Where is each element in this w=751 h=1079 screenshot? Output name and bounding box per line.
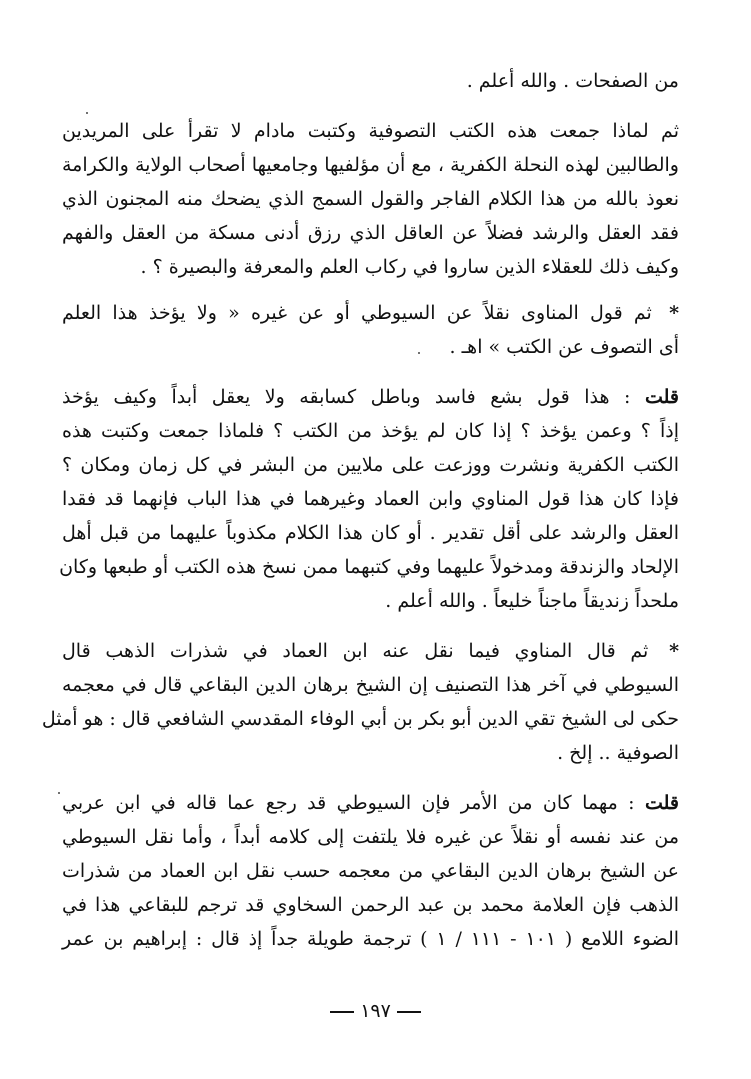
paragraph-2 [62,114,679,284]
text-line: الصوفية .. إلخ . [557,742,679,764]
text-line: الضوء اللامع ( ١٠١ - ١١١ / ١ ) ترجمة طويلة جداً إذ قال : إبراهيم بن عمر [62,928,680,950]
page-number [0,1000,751,1022]
text-line: ثم قول المناوى نقلاً عن السيوطي أو عن غيره « ولا يؤخذ هذا العلم [62,302,652,324]
page-number-text: ١٩٧ [360,1000,391,1022]
text-line: العقل والرشد على أقل تقدير . أو كان هذا الكلام مكذوباً عليهما من قبل أهل [62,522,679,544]
text-line: إذاً ؟ وعمن يؤخذ ؟ إذا كان لم يؤخذ من الكتب ؟ فلماذا جمعت وكتبت هذه [62,420,679,442]
text-line: الإلحاد والزندقة ومدخولاً عليهما وفي كتبهما ممن نسخ هذه الكتب أو طبعها وكان [59,556,679,578]
text-line: حكى لى الشيخ تقي الدين أبو بكر بن أبي الوفاء المقدسي الشافعي قال : هو أمثل [41,708,679,730]
qultu-keyword: قلت [644,792,679,814]
text-line: فإذا كان هذا قول المناوي وابن العماد وغيرهما في هذا الباب فإنهما قد فقدا [62,488,679,510]
paragraph-5 [41,634,679,770]
paragraph-6 [62,786,679,956]
text-line: والطالبين لهذه النحلة الكفرية ، مع أن مؤلفيها وجامعيها أصحاب الولاية والكرامة [62,154,679,176]
text-line: الذهب فإن العلامة محمد بن عبد الرحمن السخاوي قد ترجم للبقاعي هذا في [62,894,679,916]
text-line: : هذا قول بشع فاسد وباطل كسابقه ولا يعقل أبداً وكيف يؤخذ [62,386,631,408]
text-line: : مهما كان من الأمر فإن السيوطي قد رجع عما قاله في ابن عربي [62,792,635,814]
asterisk-marker: * [669,640,679,662]
text-line: من عند نفسه أو نقلاً عن غيره فلا يلتفت إلى كلامه أبداً ، وأما نقل السيوطي [62,826,679,848]
text-line: ثم لماذا جمعت هذه الكتب التصوفية وكتبت مادام لا تقرأ على المريدين [62,120,679,142]
qultu-keyword: قلت [644,386,679,408]
text-line: نعوذ بالله من هذا الكلام الفاجر والقول السمج الذي يضحك منه المجنون الذي [62,188,679,210]
text-line: ثم قال المناوي فيما نقل عنه ابن العماد في شذرات الذهب قال [62,640,649,662]
text-line: وكيف ذلك للعقلاء الذين ساروا في ركاب العلم والمعرفة والبصيرة ؟ . [140,256,679,278]
text-line: من الصفحات . والله أعلم . [466,70,679,92]
asterisk-marker: * [669,302,679,324]
text-line: الكتب الكفرية ونشرت ووزعت على ملايين من البشر في كل زمان ومكان ؟ [62,454,679,476]
text-line: ملحداً زنديقاً ماجناً خليعاً . والله أعلم . [385,590,679,612]
scan-speck [58,792,60,794]
text-line: فقد العقل والرشد فضلاً عن العاقل الذي رزق أدنى مسكة من العقل والفهم [62,222,679,244]
paragraph-1 [62,64,679,98]
paragraph-3 [62,296,679,364]
paragraph-4 [59,380,679,618]
scan-speck [418,352,420,354]
text-line: أى التصوف عن الكتب » اهـ . [449,336,679,358]
text-line: السيوطي في آخر هذا التصنيف إن الشيخ برهان الدين البقاعي قال في معجمه [62,674,679,696]
folio-dash-right [330,1011,354,1013]
text-line: عن الشيخ برهان الدين البقاعي من معجمه حسب نقل ابن العماد من شذرات [62,860,679,882]
folio-dash-left [397,1011,421,1013]
scan-speck [86,112,88,114]
